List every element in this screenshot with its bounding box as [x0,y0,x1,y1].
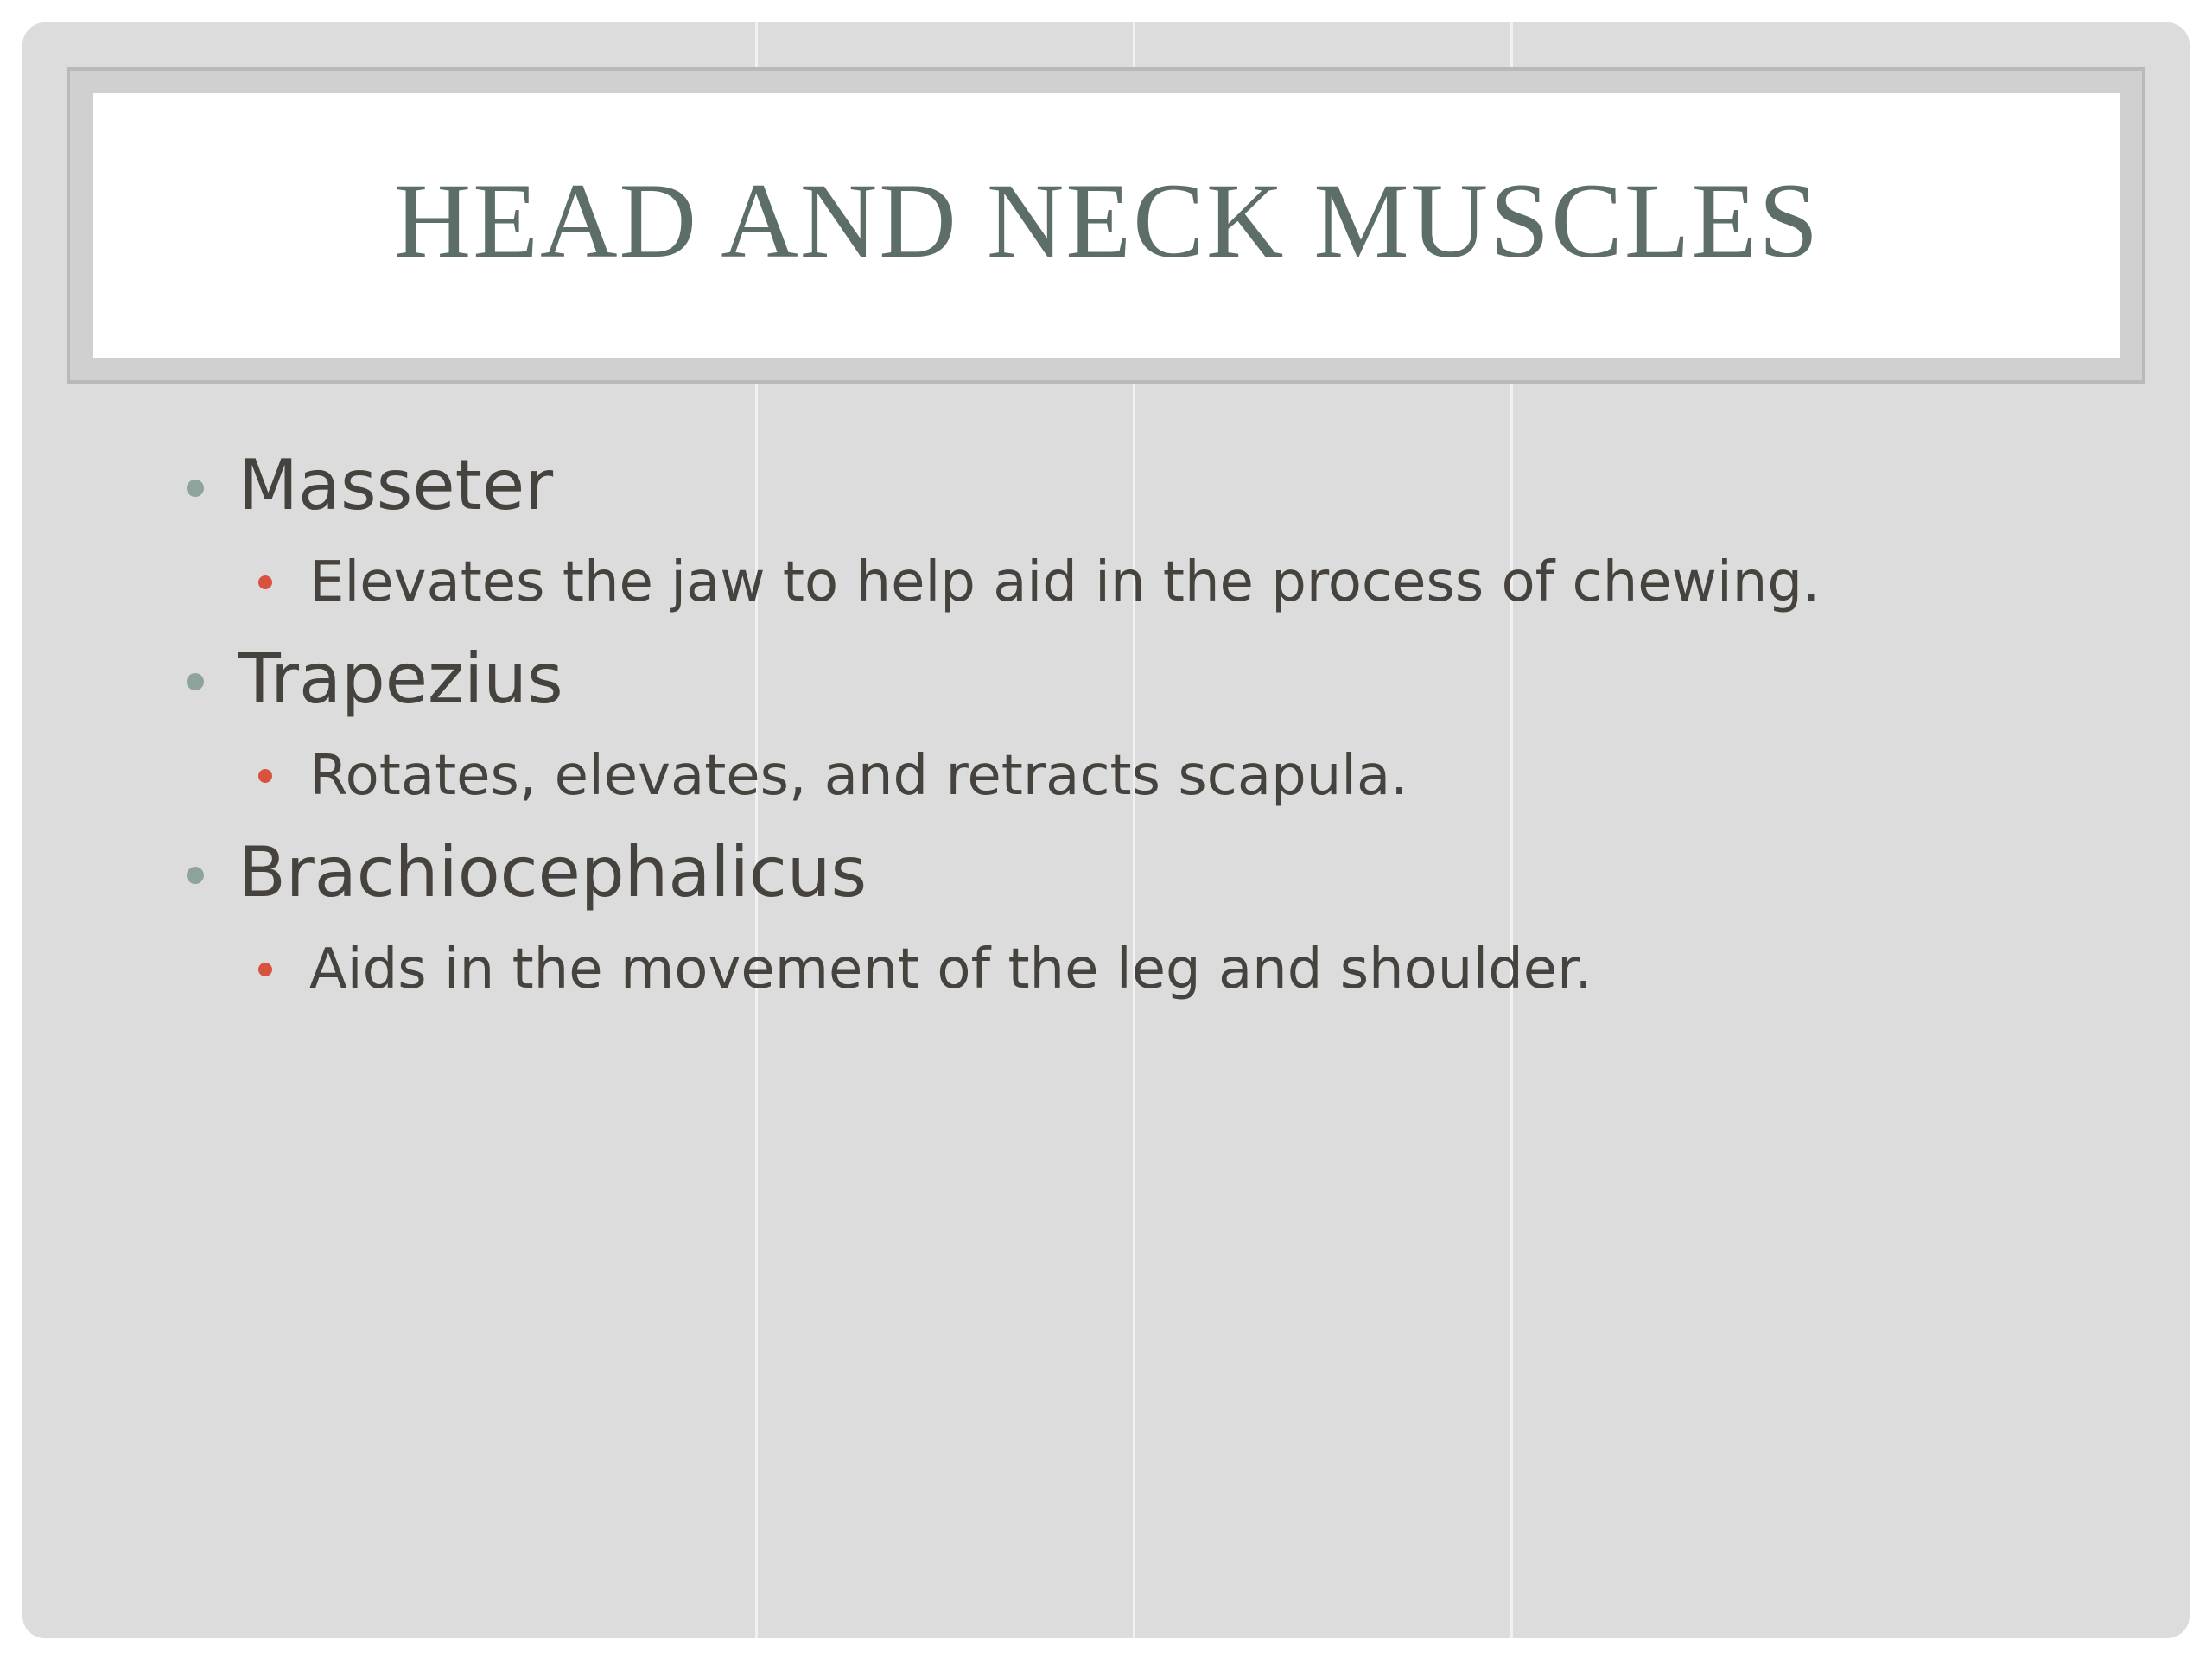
slide [22,22,2190,1638]
muscle-name: Masseter [238,445,554,525]
muscle-function: Elevates the jaw to help aid in the process of chewing. [309,550,1821,614]
bullet-item [161,437,2062,534]
sub-bullet-dot [258,575,272,589]
sub-bullet-dot [258,769,272,783]
sub-bullet-item [161,921,2062,1018]
bullet-item [161,824,2062,921]
title-frame [67,67,2145,384]
sub-bullet-item [161,728,2062,824]
bullet-dot [187,480,204,497]
muscle-function: Rotates, elevates, and retracts scapula. [309,744,1408,808]
muscle-function: Aids in the movement of the leg and shoulder. [309,938,1592,1001]
bullet-dot [187,673,204,690]
bullet-list [161,437,2062,1018]
muscle-name: Brachiocephalicus [238,832,868,912]
muscle-name: Trapezius [238,639,563,719]
slide-title: HEAD AND NECK MUSCLES [393,162,1821,280]
bullet-item [161,631,2062,728]
title-box [93,93,2120,358]
sub-bullet-item [161,534,2062,631]
bullet-dot [187,867,204,884]
sub-bullet-dot [258,963,272,976]
